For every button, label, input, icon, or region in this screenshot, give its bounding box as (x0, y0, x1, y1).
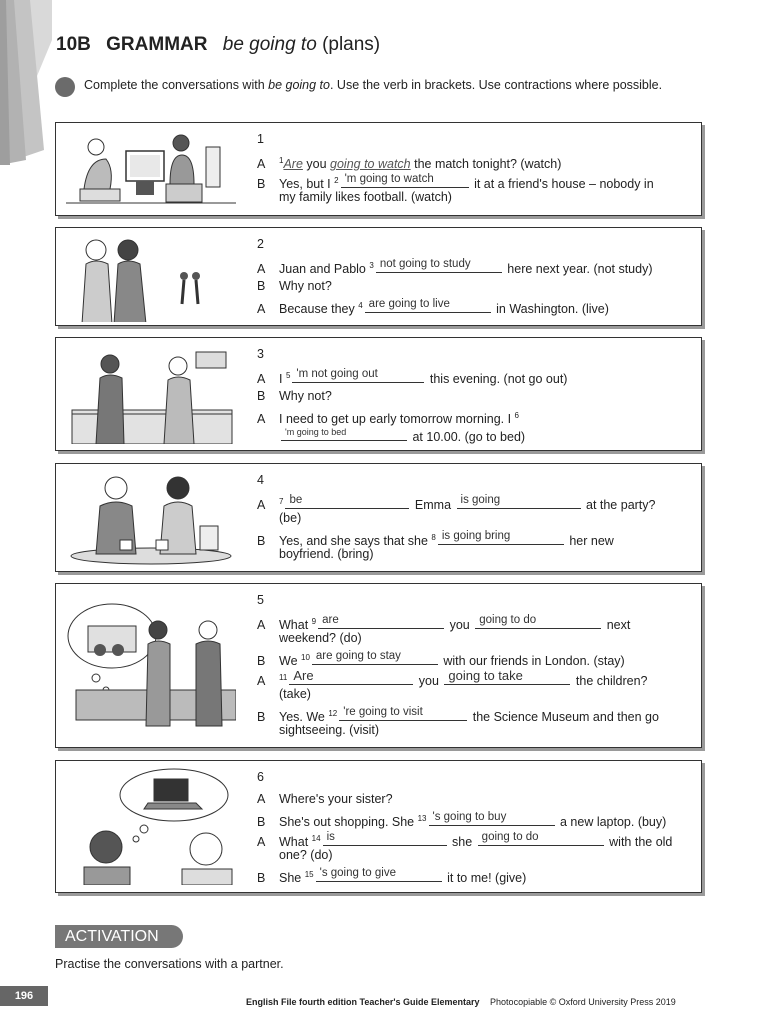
dialogue-line: B She's out shopping. She $^{13}$ 's going to buy a new laptop. (buy) (257, 811, 667, 830)
dialogue-line: B Yes, and she says that she $^8$ is going bring her new (257, 530, 614, 549)
dialogue-line: A $^{11}$ Are you going to take the children? (257, 668, 648, 689)
kitchen-illustration (66, 344, 236, 444)
lesson-topic: GRAMMAR (106, 34, 208, 55)
answer-field[interactable]: 'm going to watch (341, 174, 469, 188)
answer-field[interactable]: is (323, 832, 447, 846)
gap-number: 12 (328, 709, 338, 718)
laptop-conversation-illustration (66, 767, 236, 885)
answer-field[interactable]: be (285, 495, 409, 509)
answer-field[interactable]: are going to stay (312, 651, 438, 665)
answer-field[interactable]: going to do (475, 615, 601, 629)
page-title (56, 34, 380, 56)
dialogue-line: A $^1$Are you going to watch the match tonight? (watch) (257, 156, 562, 172)
exercise-box-3 (55, 337, 702, 451)
dialogue-continuation: weekend? (do) (279, 631, 362, 645)
answer-field[interactable]: 'm going to bed (281, 427, 407, 441)
exercise-number: 5 (257, 593, 264, 607)
dialogue-line: B She $^{15}$ 's going to give it to me! (give) (257, 867, 527, 886)
gap-number: 4 (358, 301, 363, 310)
speaker: B (257, 534, 266, 549)
dialogue-line: A What $^{14}$ is she going to do with the old (257, 831, 673, 850)
exercise-number: 2 (257, 237, 264, 251)
answer-field[interactable]: going to do (478, 832, 604, 846)
dialogue-line: B We $^{10}$ are going to stay with our friends in London. (stay) (257, 650, 625, 669)
exercise-box-5 (55, 583, 702, 748)
dialogue-line: A I need to get up early tomorrow morning. I $^6$ 'm going to bed at 10.00. (go to bed) (257, 411, 526, 445)
speaker: A (257, 412, 266, 427)
speaker: B (257, 871, 266, 886)
exercise-box-1 (55, 122, 702, 216)
speaker: A (257, 835, 266, 850)
speaker: B (257, 710, 266, 725)
dialogue-continuation: one? (do) (279, 848, 333, 862)
dialogue-line: A Where's your sister? (257, 792, 393, 806)
speaker: A (257, 157, 266, 172)
activation-label: ACTIVATION (55, 925, 183, 948)
speaker: A (257, 498, 266, 513)
speaker: A (257, 372, 266, 387)
dialogue-line: B Yes. We $^{12}$ 're going to visit the Science Museum and then go (257, 706, 659, 725)
dialogue-line: B Yes, but I $^2$ 'm going to watch it at a friend's house – nobody in (257, 173, 654, 192)
answer-field[interactable]: are (318, 615, 444, 629)
exercise-box-4 (55, 463, 702, 572)
exercise-number: 3 (257, 347, 264, 361)
example-answer: Are (283, 157, 303, 172)
book-title: English File fourth edition Teacher's Guide Elementary (246, 997, 480, 1007)
instruction-text: Complete the conversations with be going to. Use the verb in brackets. Use contractions where possible. (84, 78, 663, 92)
exercise-number: 1 (257, 132, 264, 146)
lesson-phrase: be going to (222, 34, 317, 55)
answer-field[interactable]: not going to study (376, 259, 502, 273)
dialogue-continuation: boyfriend. (bring) (279, 547, 374, 561)
gap-number: 10 (301, 653, 310, 662)
speaker: B (257, 815, 266, 830)
speaker: A (257, 674, 266, 689)
dialogue-line: B Why not? (257, 279, 332, 293)
gap-number: 9 (311, 617, 317, 626)
example-answer: going to watch (330, 157, 411, 172)
dialogue-continuation: my family likes football. (watch) (279, 190, 452, 204)
gap-number: 11 (279, 673, 288, 682)
speaker: A (257, 618, 266, 633)
speaker: A (257, 262, 266, 277)
dialogue-continuation: (take) (279, 687, 311, 701)
speaker: A (257, 792, 266, 806)
dialogue-line: A Juan and Pablo $^3$ not going to study here next year. (not study) (257, 258, 653, 277)
exercise-number: 6 (257, 770, 264, 784)
gap-number: 2 (334, 176, 339, 185)
gap-number: 15 (304, 870, 314, 879)
speaker: A (257, 302, 266, 317)
page-number: 196 (0, 986, 48, 1006)
gap-number: 3 (369, 261, 374, 270)
gap-number: 8 (431, 533, 436, 542)
speaker: B (257, 389, 266, 403)
exercise-box-6 (55, 760, 702, 893)
dialogue-continuation: (be) (279, 511, 302, 525)
speaker: B (257, 279, 266, 293)
activation-text: Practise the conversations with a partner. (55, 957, 284, 971)
cafe-illustration (66, 470, 236, 566)
gap-number: 5 (285, 371, 291, 380)
weekend-plans-illustration (66, 590, 236, 738)
gap-number: 13 (417, 814, 427, 823)
office-illustration (66, 129, 236, 213)
exercise-box-2 (55, 227, 702, 326)
copyright: Photocopiable © Oxford University Press 2019 (490, 997, 676, 1007)
footer (246, 997, 676, 1007)
answer-field[interactable]: are going to live (365, 299, 491, 313)
instruction-bullet (55, 77, 75, 97)
answer-field[interactable]: is going (457, 495, 581, 509)
dialogue-line: A $^7$ be Emma is going at the party? (257, 494, 656, 513)
dialogue-line: A Because they $^4$ are going to live in Washington. (live) (257, 298, 609, 317)
dialogue-line: B Why not? (257, 389, 332, 403)
students-illustration (66, 234, 236, 322)
exercise-number: 4 (257, 473, 264, 487)
lesson-code: 10B (56, 34, 91, 55)
gap-number: 6 (514, 411, 519, 420)
speaker: B (257, 177, 266, 192)
answer-field[interactable]: 're going to visit (339, 707, 467, 721)
gap-number: 1 (279, 156, 284, 165)
lesson-suffix: (plans) (322, 34, 381, 55)
answer-field[interactable]: 's going to give (316, 868, 442, 882)
speaker: B (257, 654, 266, 669)
answer-field[interactable]: 'm not going out (292, 369, 424, 383)
dialogue-line: A What $^9$ are you going to do next (257, 614, 631, 633)
dialogue-line: A I $^5$ 'm not going out this evening. (not go out) (257, 368, 568, 387)
answer-field[interactable]: Are (289, 671, 413, 685)
dialogue-continuation: sightseeing. (visit) (279, 723, 380, 737)
answer-field[interactable]: is going bring (438, 531, 564, 545)
gap-number: 7 (279, 497, 284, 506)
answer-field[interactable]: going to take (444, 671, 570, 685)
gap-number: 14 (311, 834, 321, 843)
corner-decoration (0, 0, 52, 165)
answer-field[interactable]: 's going to buy (429, 812, 555, 826)
